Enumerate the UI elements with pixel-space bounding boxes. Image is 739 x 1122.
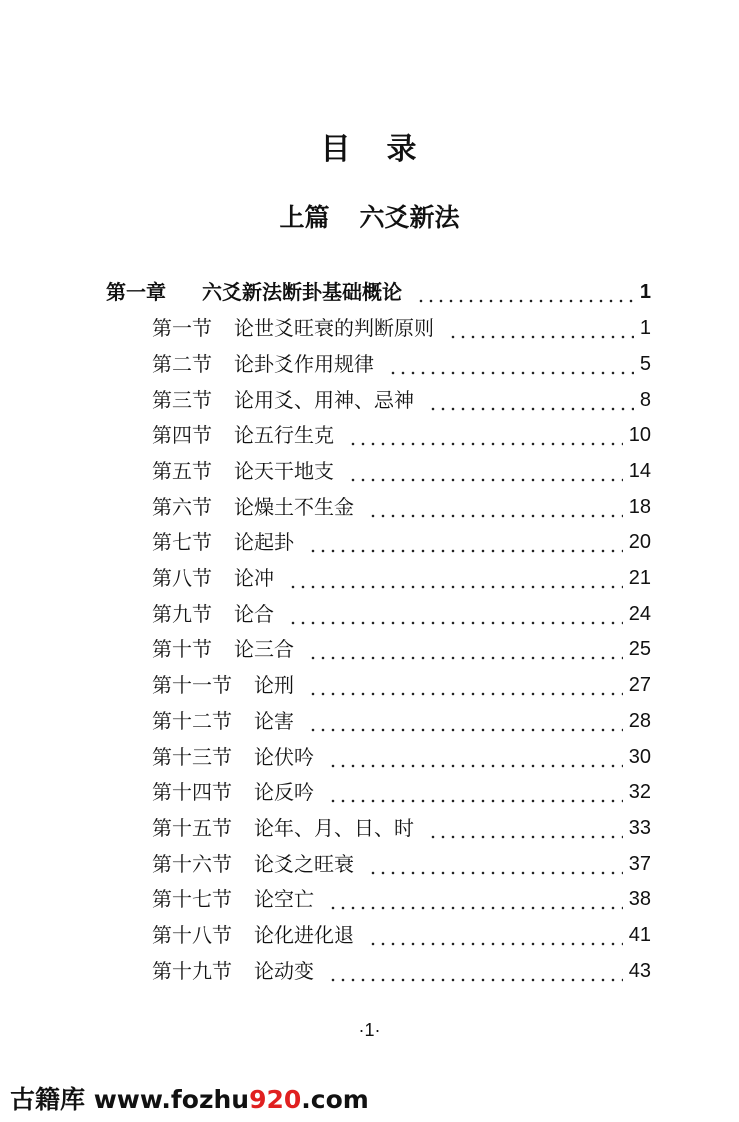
dot-leader <box>368 849 623 879</box>
toc-entry <box>152 849 651 879</box>
toc-entry-number: 第三节 <box>152 388 212 412</box>
toc-entry <box>152 813 651 843</box>
toc-entry-number: 第十八节 <box>152 923 232 947</box>
toc-entry-page: 14 <box>628 460 651 482</box>
toc-entry <box>152 742 651 772</box>
toc-entry-number: 第十三节 <box>152 745 232 769</box>
toc-entry-page: 8 <box>639 389 651 411</box>
toc-entry-title: 六爻新法断卦基础概论 <box>202 280 402 304</box>
toc-entry-title: 论害 <box>254 709 294 733</box>
toc-entry-title: 论反吟 <box>254 780 314 804</box>
toc-entry-page: 10 <box>628 424 651 446</box>
toc-entry-number: 第四节 <box>152 423 212 447</box>
toc-entry-page: 25 <box>628 638 651 660</box>
toc-entry-number: 第十一节 <box>152 673 232 697</box>
toc-entry <box>152 706 651 736</box>
dot-leader <box>288 563 623 593</box>
toc-entry <box>152 563 651 593</box>
toc-entry <box>152 420 651 450</box>
toc-entry-page: 1 <box>639 281 651 303</box>
toc-entry-page: 27 <box>628 674 651 696</box>
toc-entry-number: 第十九节 <box>152 959 232 983</box>
toc-entry <box>152 456 651 486</box>
toc-entry <box>152 777 651 807</box>
toc-entry-title: 论空亡 <box>254 887 314 911</box>
toc-entry-page: 28 <box>628 710 651 732</box>
watermark-prefix: 古籍库 www.fozhu <box>10 1085 250 1114</box>
toc-entry-number: 第一节 <box>152 316 212 340</box>
dot-leader <box>428 813 623 843</box>
dot-leader <box>308 706 623 736</box>
toc-entry-page: 43 <box>628 960 651 982</box>
dot-leader <box>448 313 634 343</box>
toc-entry-title: 论合 <box>234 602 274 626</box>
toc-entry-number: 第十节 <box>152 637 212 661</box>
toc-entry-number: 第一章 <box>106 280 166 304</box>
toc-entry <box>152 349 651 379</box>
toc-entry <box>152 956 651 986</box>
dot-leader <box>328 742 623 772</box>
section-heading-part2: 六爻新法 <box>359 203 460 232</box>
toc-entry <box>152 634 651 664</box>
toc-entry-page: 24 <box>628 603 651 625</box>
toc-entry-title: 论起卦 <box>234 530 294 554</box>
dot-leader <box>328 956 623 986</box>
toc-entry-title: 论爻之旺衰 <box>254 852 354 876</box>
watermark-suffix: .com <box>301 1085 369 1114</box>
toc-entry-title: 论伏吟 <box>254 745 314 769</box>
toc-entry-number: 第五节 <box>152 459 212 483</box>
dot-leader <box>328 777 623 807</box>
toc-entry-number: 第十二节 <box>152 709 232 733</box>
dot-leader <box>308 634 623 664</box>
title-part2: 录 <box>386 132 419 167</box>
toc-entry <box>106 277 651 307</box>
toc-entry-page: 1 <box>639 317 651 339</box>
toc-entry-title: 论刑 <box>254 673 294 697</box>
toc-entry-title: 论世爻旺衰的判断原则 <box>234 316 434 340</box>
toc-entry <box>152 884 651 914</box>
toc-entry-title: 论三合 <box>234 637 294 661</box>
dot-leader <box>428 385 634 415</box>
dot-leader <box>328 884 623 914</box>
toc-entry-page: 38 <box>628 888 651 910</box>
dot-leader <box>308 527 623 557</box>
toc-entry-title: 论天干地支 <box>234 459 334 483</box>
toc-entry <box>152 385 651 415</box>
dot-leader <box>348 456 623 486</box>
toc-entry <box>152 670 651 700</box>
toc-entry-number: 第十七节 <box>152 887 232 911</box>
toc-entry <box>152 920 651 950</box>
toc-entry-page: 18 <box>628 496 651 518</box>
toc-entry-title: 论动变 <box>254 959 314 983</box>
section-heading-part1: 上篇 <box>279 203 330 232</box>
toc-entry-title: 论燥土不生金 <box>234 495 354 519</box>
toc-entry-page: 30 <box>628 746 651 768</box>
toc-entry <box>152 599 651 629</box>
toc-entry-title: 论五行生克 <box>234 423 334 447</box>
toc-entry-page: 41 <box>628 924 651 946</box>
toc-entry-title: 论化进化退 <box>254 923 354 947</box>
watermark <box>10 1080 369 1116</box>
toc-entry-page: 21 <box>628 567 651 589</box>
dot-leader <box>416 277 634 307</box>
toc-entry-title: 论冲 <box>234 566 274 590</box>
toc-entry <box>152 313 651 343</box>
dot-leader <box>308 670 623 700</box>
dot-leader <box>368 920 623 950</box>
toc-entry-number: 第七节 <box>152 530 212 554</box>
page-number: ·1· <box>358 1020 381 1040</box>
toc-entry-page: 5 <box>639 353 651 375</box>
toc-entry-title: 论用爻、用神、忌神 <box>234 388 414 412</box>
toc-entry-number: 第二节 <box>152 352 212 376</box>
dot-leader <box>348 420 623 450</box>
title-part1: 目 <box>320 132 353 167</box>
toc-entry-number: 第八节 <box>152 566 212 590</box>
toc-entry-page: 32 <box>628 781 651 803</box>
toc-entry <box>152 492 651 522</box>
toc-entry-number: 第十五节 <box>152 816 232 840</box>
toc-entry-number: 第六节 <box>152 495 212 519</box>
toc-entry-page: 33 <box>628 817 651 839</box>
dot-leader <box>388 349 634 379</box>
toc-entry-page: 37 <box>628 853 651 875</box>
toc-entry-number: 第九节 <box>152 602 212 626</box>
dot-leader <box>288 599 623 629</box>
toc-entry-number: 第十四节 <box>152 780 232 804</box>
toc-entry <box>152 527 651 557</box>
watermark-number: 920 <box>249 1085 302 1114</box>
toc-entry-title: 论卦爻作用规律 <box>234 352 374 376</box>
dot-leader <box>368 492 623 522</box>
toc-entry-page: 20 <box>628 531 651 553</box>
toc-entry-title: 论年、月、日、时 <box>254 816 414 840</box>
toc-entry-number: 第十六节 <box>152 852 232 876</box>
